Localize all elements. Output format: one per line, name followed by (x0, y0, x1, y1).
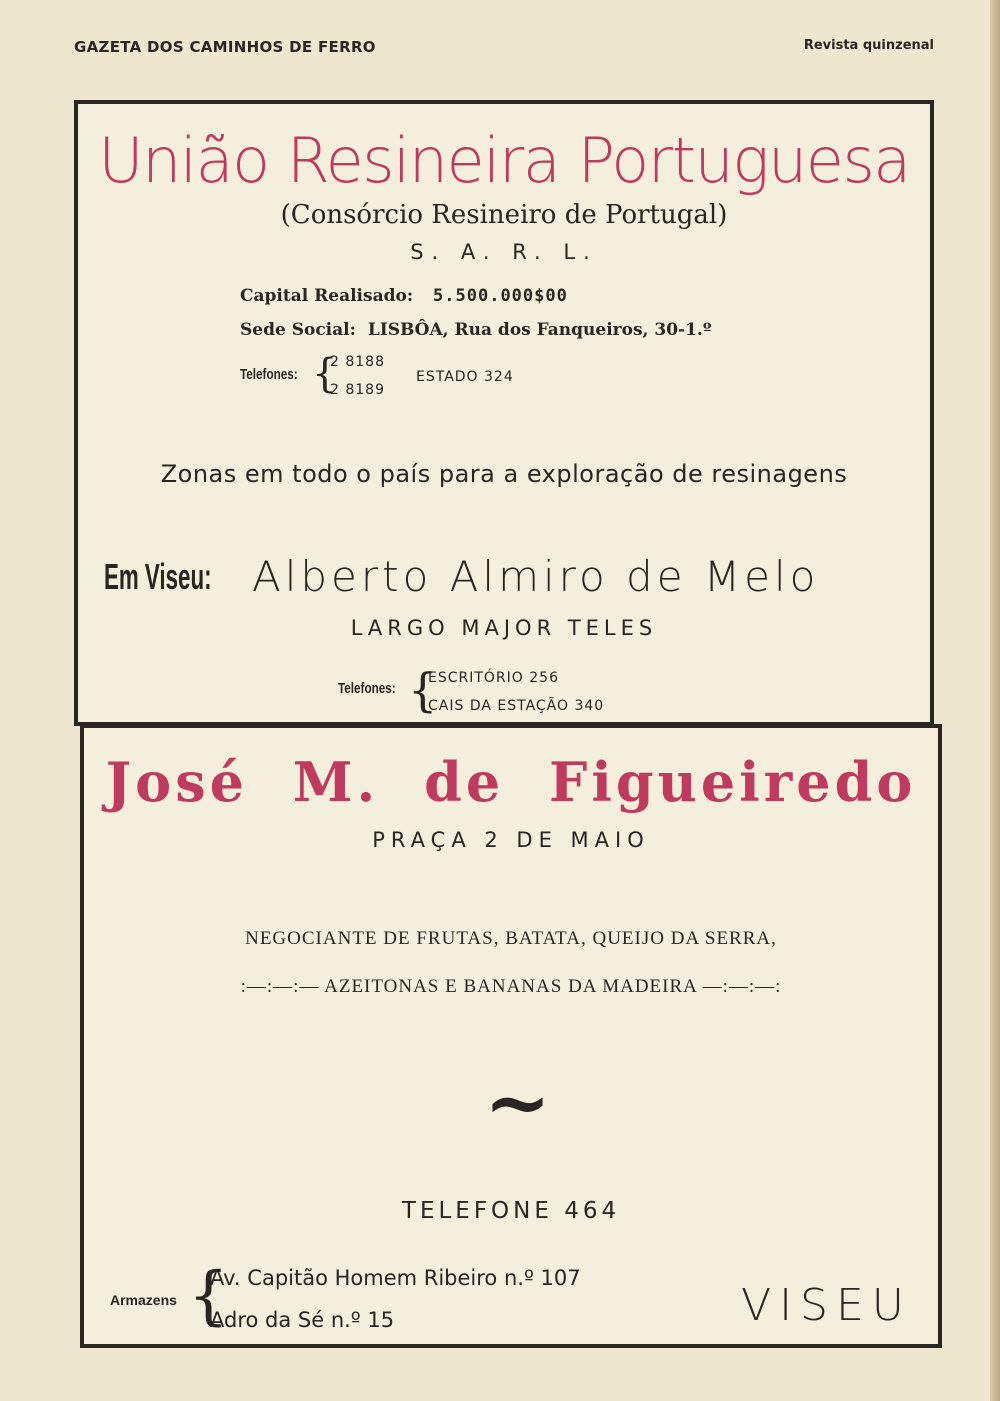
company-legal-form: S. A. R. L. (410, 240, 598, 264)
rep-phone-station: CAIS DA ESTAÇÃO 340 (428, 698, 605, 714)
company-name: União Resineira Portuguesa (98, 124, 910, 197)
capital-label: Capital Realisado: (240, 286, 414, 306)
capital-line (240, 286, 568, 306)
rep-phone-office: ESCRITÓRIO 256 (428, 670, 559, 686)
city: VISEU (740, 1280, 912, 1331)
zones-text: Zonas em todo o país para a exploração de resinagens (160, 460, 848, 488)
phone-1: 2 8188 (330, 354, 385, 370)
page-edge (990, 0, 1000, 1401)
advert-jose-figueiredo (80, 724, 942, 1348)
running-head-frequency: Revista quinzenal (803, 38, 934, 53)
seat-line (240, 320, 711, 340)
warehouse-address-2: Adro da Sé n.º 15 (210, 1308, 395, 1332)
merchant-name: José M. de Figueiredo (105, 750, 917, 814)
state-phone: ESTADO 324 (416, 369, 514, 385)
advert-uniao-resineira (74, 100, 934, 726)
seat-value: LISBÔA, Rua dos Fanqueiros, 30-1.º (367, 320, 712, 340)
seat-label: Sede Social: (240, 320, 356, 340)
rep-address: LARGO MAJOR TELES (350, 616, 658, 640)
phones-brace: { (312, 351, 338, 397)
warehouses-brace: { (188, 1259, 229, 1333)
rep-phones-brace: { (408, 663, 438, 717)
tilde-ornament: ~ (484, 1055, 552, 1149)
rep-phones-label: Telefones: (338, 680, 396, 697)
phones-label: Telefones: (240, 366, 298, 383)
warehouses-label: Armazens (110, 1292, 177, 1308)
rep-prefix: Em Viseu: (104, 556, 212, 597)
phone-2: 2 8189 (330, 382, 385, 398)
rep-name: Alberto Almiro de Melo (252, 552, 820, 601)
company-subtitle: (Consórcio Resineiro de Portugal) (280, 200, 728, 230)
running-head-title: GAZETA DOS CAMINHOS DE FERRO (74, 38, 376, 56)
trade-line-1: NEGOCIANTE DE FRUTAS, BATATA, QUEIJO DA SERRA, (245, 928, 777, 949)
warehouse-address-1: Av. Capitão Homem Ribeiro n.º 107 (210, 1266, 581, 1290)
trade-line-2: :—:—:— AZEITONAS E BANANAS DA MADEIRA —:—:—: (240, 976, 782, 997)
capital-value: 5.500.000$00 (433, 286, 568, 306)
merchant-address: PRAÇA 2 DE MAIO (372, 828, 650, 852)
telephone: TELEFONE 464 (401, 1198, 621, 1224)
